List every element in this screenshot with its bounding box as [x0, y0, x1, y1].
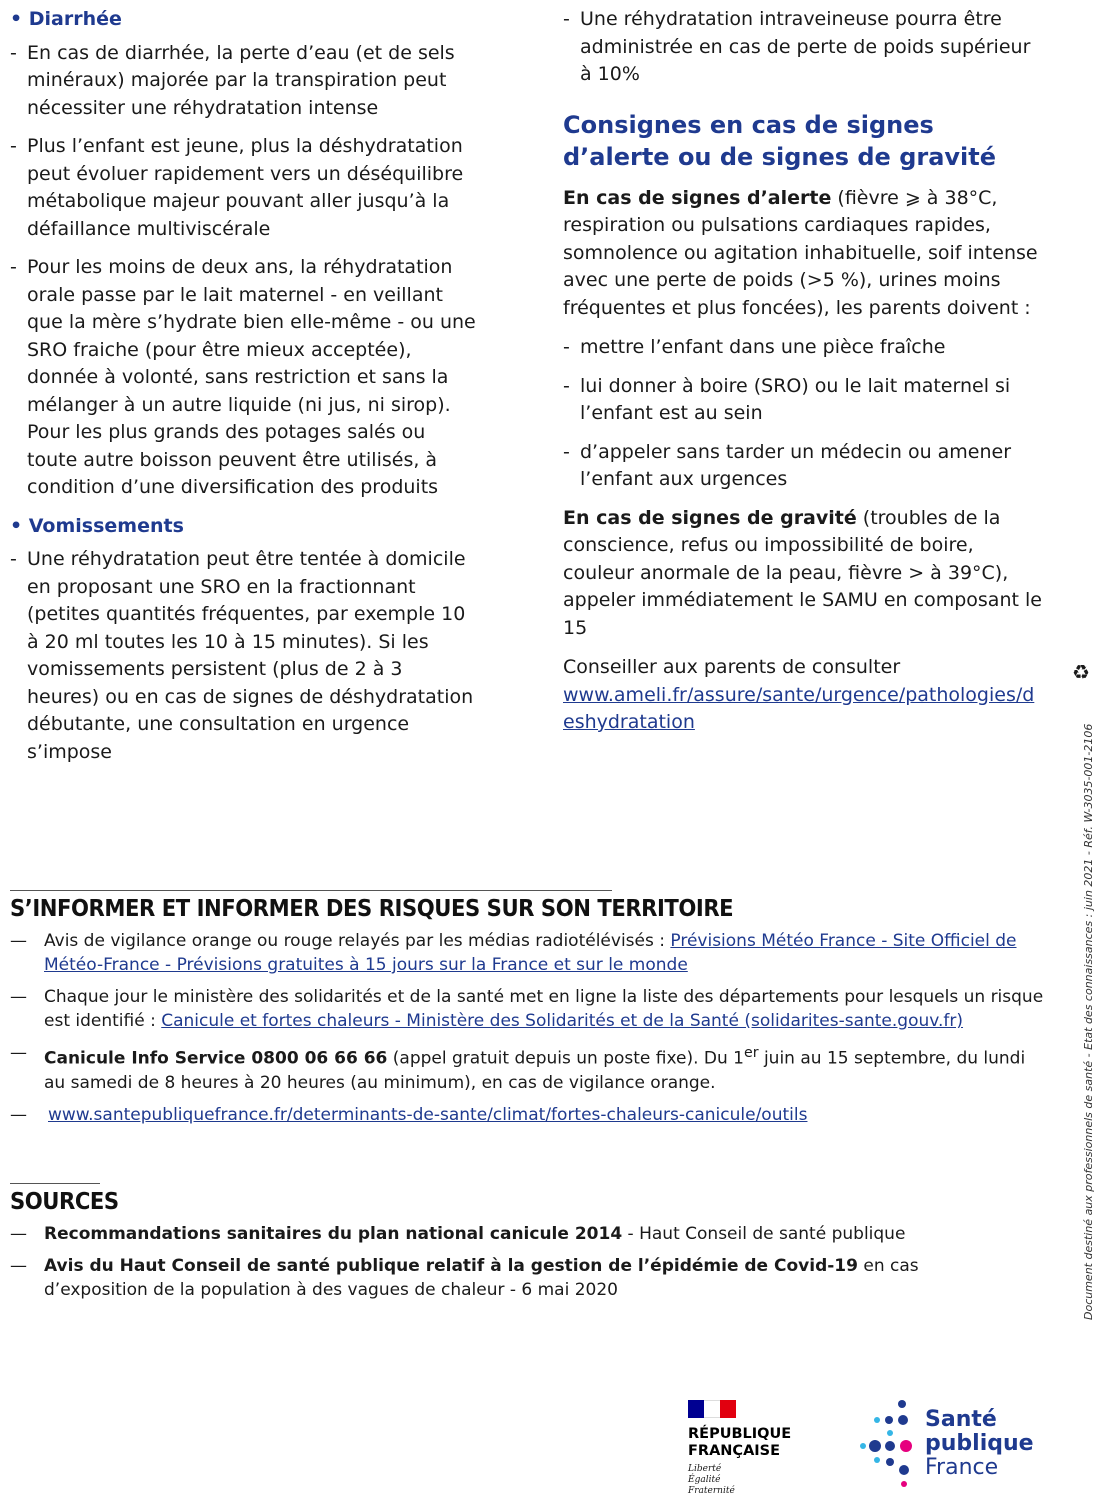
gravite-paragraph — [563, 505, 1043, 643]
conseil-paragraph — [563, 654, 1043, 737]
iv-list — [563, 6, 1043, 89]
list-item — [10, 1103, 1050, 1127]
santepubliquefrance-link[interactable]: www.santepubliquefrance.fr/determinants-de-sante/climat/fortes-chaleurs-canicule/outils — [48, 1104, 808, 1125]
motto-line: Égalité — [688, 1475, 721, 1485]
vertical-reference-note: Document destiné aux professionnels de santé - Etat des connaissances : juin 2021 - Réf. W-3035-001-2106 — [1082, 723, 1095, 1320]
spf-line: France — [925, 1455, 999, 1480]
list-item: - lui donner à boire (SRO) ou le lait maternel si l’enfant est au sein — [563, 373, 1043, 428]
section-divider — [10, 1183, 100, 1184]
list-item — [10, 929, 1050, 977]
sources-list — [10, 1222, 930, 1302]
vomissements-heading: • Vomissements — [10, 514, 184, 537]
item-text: Chaque jour le ministère des solidarités et de la santé met en ligne la liste des départements pour lesquels un risque est identifié : — [44, 987, 1044, 1031]
canicule-info-bold: Canicule Info Service 0800 06 66 66 — [44, 1048, 388, 1069]
alerte-list — [563, 334, 1043, 494]
item-text: - Haut Conseil de santé publique — [622, 1224, 906, 1244]
list-item — [10, 985, 1050, 1033]
informer-section — [10, 890, 1050, 1135]
source-bold: Recommandations sanitaires du plan national canicule 2014 — [44, 1224, 623, 1244]
diarrhee-list — [10, 40, 480, 502]
item-text: Avis de vigilance orange ou rouge relayés par les médias radiotélévisés : — [44, 931, 671, 951]
list-item — [10, 1254, 930, 1302]
recycle-icon: ♻ — [1072, 660, 1090, 684]
meteo-france-link[interactable]: Prévisions Météo France - Site Officiel de Météo-France - Prévisions gratuites à 15 jours sur la France et sur le monde — [44, 931, 1017, 975]
vomissements-list — [10, 546, 480, 766]
rf-name: RÉPUBLIQUE FRANÇAISE — [688, 1426, 792, 1459]
ministere-link[interactable]: Canicule et fortes chaleurs - Ministère des Solidarités et de la Santé (solidarites-sante.gouv.fr) — [161, 1011, 964, 1031]
alerte-text: (fièvre ⩾ à 38°C, respiration ou pulsations cardiaques rapides, somnolence ou agitation inhabituelle, soif intense avec une perte de poids (>5 %), urines moins fréquentes et plus foncées), les parents doivent : — [563, 186, 1038, 319]
list-item: - mettre l’enfant dans une pièce fraîche — [563, 334, 1043, 362]
motto-line: Fraternité — [688, 1486, 735, 1496]
informer-title: S’INFORMER ET INFORMER DES RISQUES SUR SON TERRITOIRE — [10, 896, 734, 922]
item-text: (appel gratuit depuis un poste fixe). Du 1 — [387, 1048, 745, 1069]
item-text: en cas d’exposition de la population à des vagues de chaleur - 6 mai 2020 — [44, 1256, 919, 1300]
sources-section — [10, 1183, 1050, 1310]
source-bold: Avis du Haut Conseil de santé publique relatif à la gestion de l’épidémie de Covid-19 — [44, 1256, 858, 1276]
item-text: juin au 15 septembre, du lundi au samedi de 8 heures à 20 heures (au minimum), en cas de vigilance orange. — [44, 1048, 1026, 1093]
gravite-bold: En cas de signes de gravité — [563, 506, 857, 529]
sources-title: SOURCES — [10, 1189, 119, 1215]
spf-wordmark — [925, 1408, 1034, 1480]
consignes-heading: Consignes en cas de signes d’alerte ou de signes de gravité — [563, 110, 997, 171]
spf-dots-icon — [855, 1400, 921, 1490]
ameli-link[interactable]: www.ameli.fr/assure/sante/urgence/pathologies/deshydratation — [563, 683, 1035, 733]
left-column — [10, 6, 480, 777]
list-item: - Pour les moins de deux ans, la réhydratation orale passe par le lait maternel - en veillant que la mère s’hydrate bien elle-même - ou une SRO fraiche (pour être mieux acceptée), donnée à volonté, sans restriction et sans la mélanger à un autre liquide (ni jus, ni sirop). Pour les plus grands des potages salés ou toute autre boisson peuvent être utilisés, à condition d’une diversification des produits — [10, 254, 480, 502]
motto-line: Liberté — [688, 1464, 722, 1474]
section-divider — [10, 890, 612, 891]
conseil-text: Conseiller aux parents de consulter — [563, 656, 901, 678]
list-item: - Plus l’enfant est jeune, plus la déshydratation peut évoluer rapidement vers un déséquilibre métabolique majeur pouvant aller jusqu’à la défaillance multiviscérale — [10, 133, 480, 243]
alerte-paragraph — [563, 185, 1043, 323]
marianne-flag-icon — [688, 1400, 736, 1418]
list-item — [10, 1222, 930, 1246]
list-item: - Une réhydratation peut être tentée à domicile en proposant une SRO en la fractionnant (petites quantités fréquentes, par exemple 10 à 20 ml toutes les 10 à 15 minutes). Si les vomissements persistent (plus de 2 à 3 heures) ou en cas de signes de déshydratation débutante, une consultation en urgence s’impose — [10, 546, 480, 766]
diarrhee-heading: • Diarrhée — [10, 8, 122, 30]
list-item: - En cas de diarrhée, la perte d’eau (et de sels minéraux) majorée par la transpiration peut nécessiter une réhydratation intense — [10, 40, 480, 123]
rf-motto — [688, 1464, 808, 1497]
list-item: - d’appeler sans tarder un médecin ou amener l’enfant aux urgences — [563, 439, 1043, 494]
superscript: er — [744, 1045, 759, 1061]
list-item — [10, 1041, 1050, 1095]
republique-francaise-logo — [688, 1400, 808, 1497]
spf-line: Santé — [925, 1407, 997, 1432]
gravite-text: (troubles de la conscience, refus ou impossibilité de boire, couleur anormale de la peau, fièvre > à 39°C), appeler immédiatement le SAMU en composant le 15 — [563, 506, 1042, 639]
alerte-bold: En cas de signes d’alerte — [563, 186, 832, 209]
sante-publique-france-logo — [855, 1400, 1055, 1490]
spf-line: publique — [925, 1431, 1034, 1456]
informer-list — [10, 929, 1050, 1127]
list-item: - Une réhydratation intraveineuse pourra être administrée en cas de perte de poids supérieur à 10% — [563, 6, 1043, 89]
right-column — [563, 6, 1043, 749]
